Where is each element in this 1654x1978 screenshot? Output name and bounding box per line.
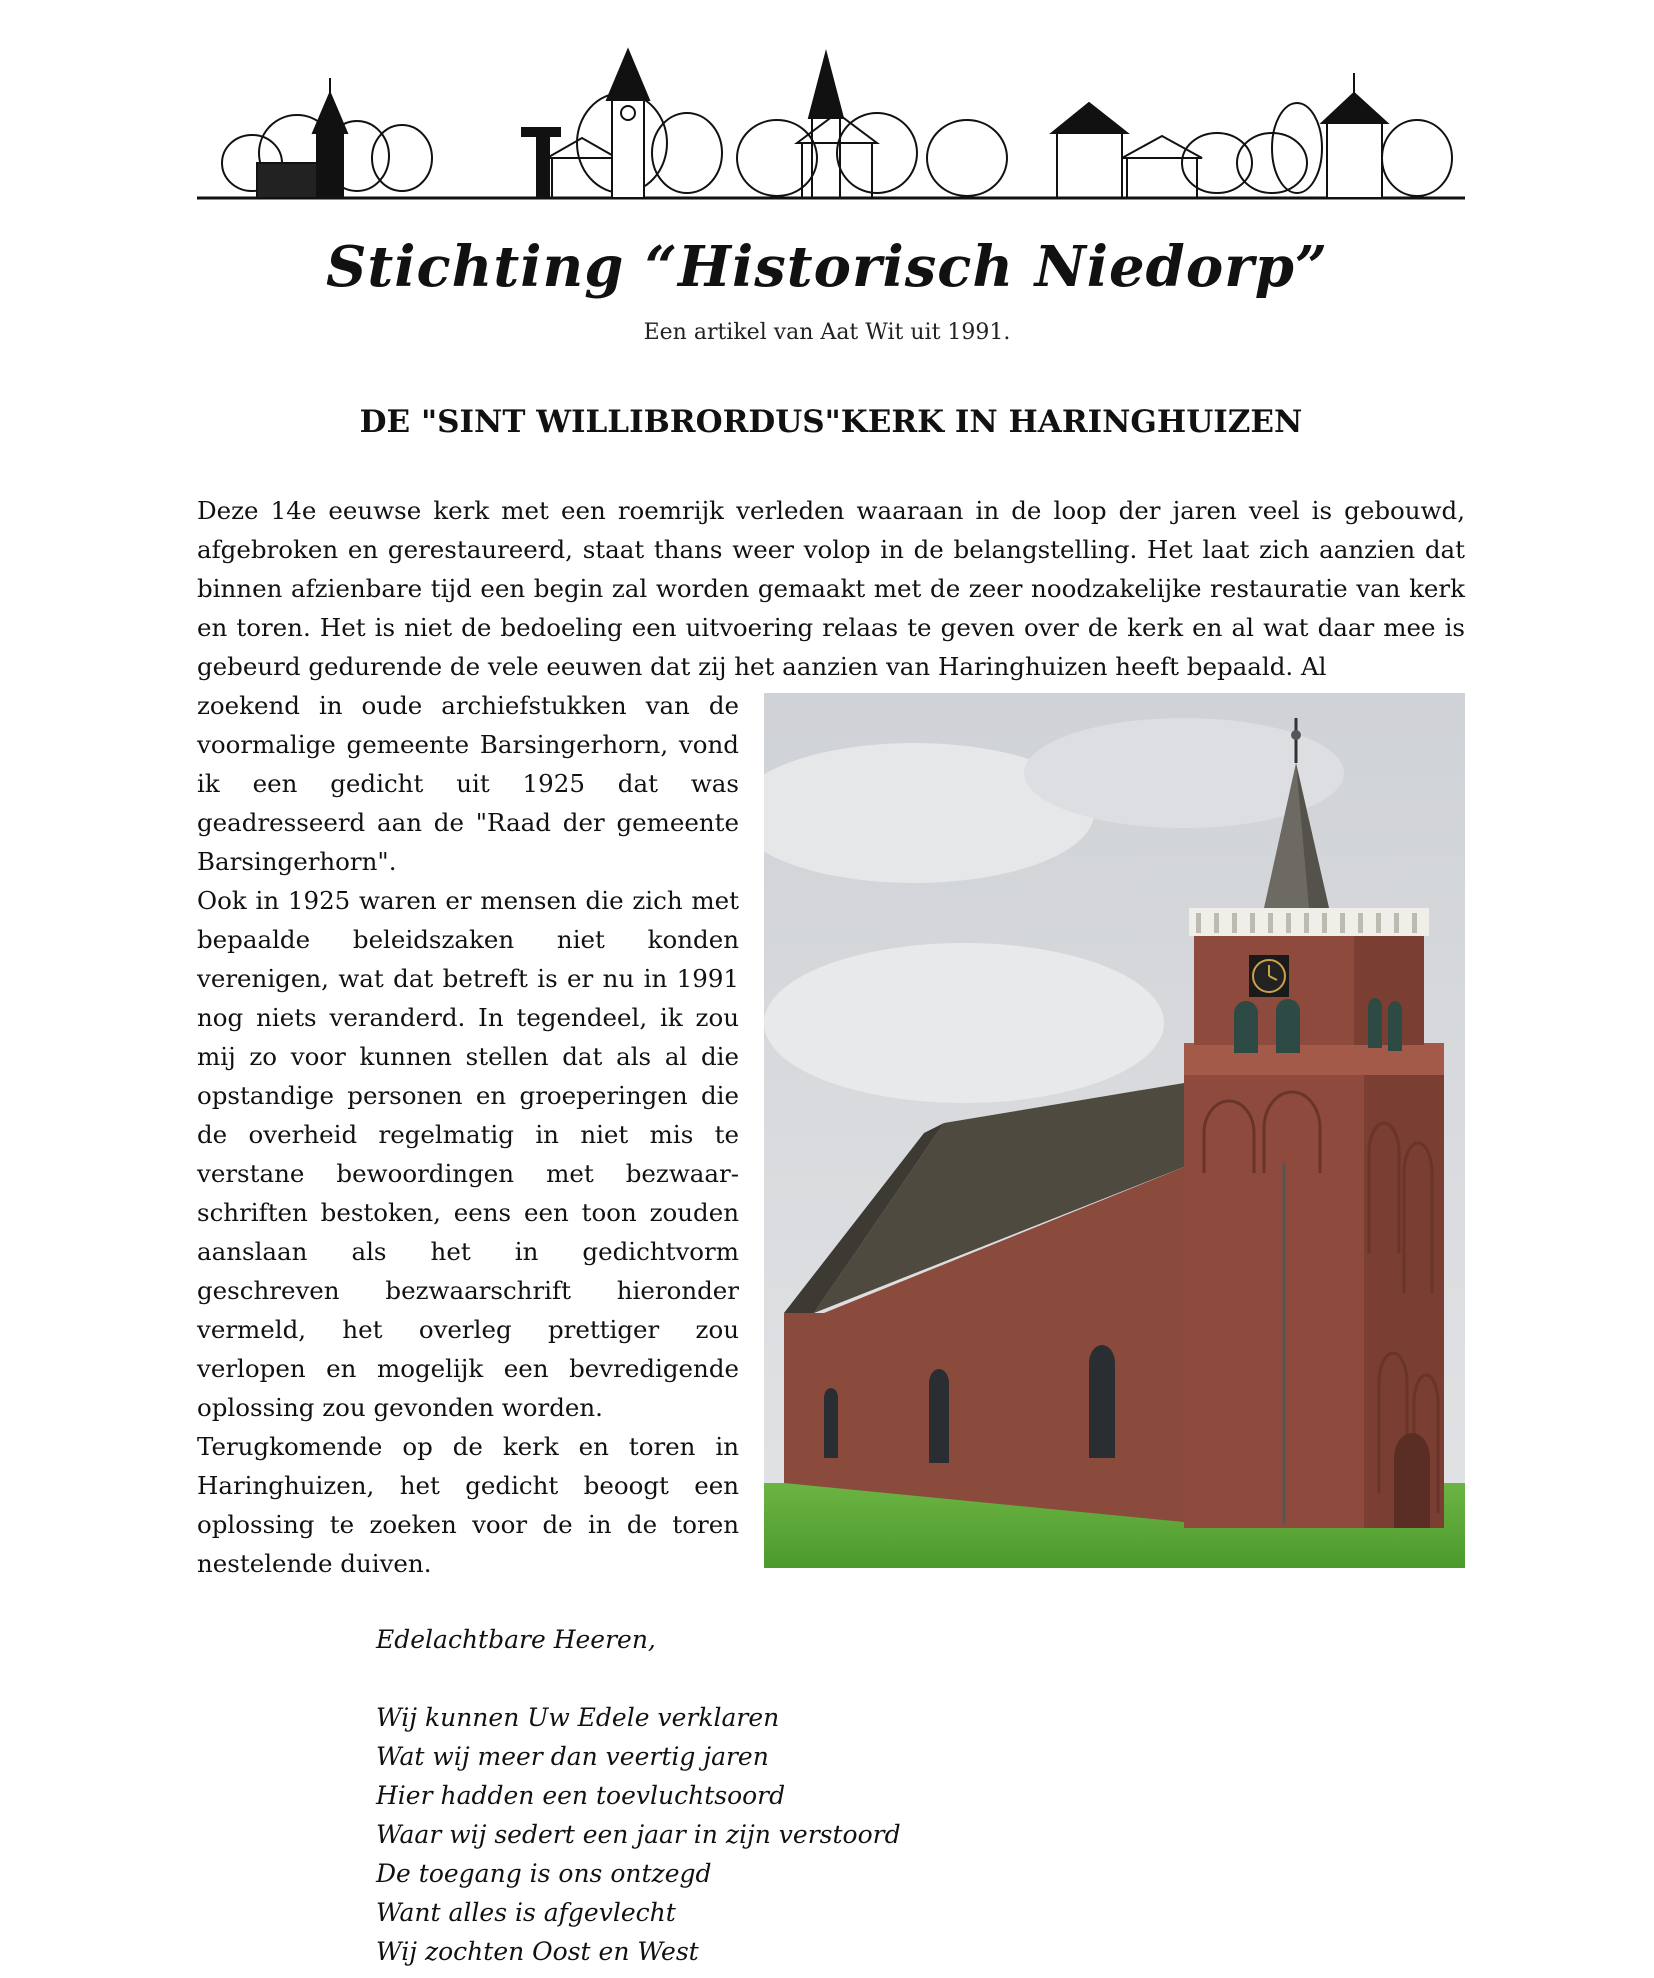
poem (376, 1620, 1276, 1971)
text-column (197, 686, 739, 1583)
poem-line: Wij kunnen Uw Edele verklaren (376, 1703, 780, 1732)
subtitle: Een artikel van Aat Wit uit 1991. (643, 320, 1011, 345)
poem-salutation: Edelachtbare Heeren, (376, 1625, 656, 1654)
paragraph: Terugkomende op de kerk en toren in Haringhuizen, het gedicht beoogt een oplossing te zoeken voor de in de toren nestelende duiven. (197, 1432, 739, 1578)
poem-line: Wat wij meer dan veertig jaren (376, 1742, 769, 1771)
paragraph: zoekend in oude archiefstukken van de voormalige gemeente Barsingerhorn, vond ik een gedicht uit 1925 dat was geadresseerd aan de "Raad der gemeente Barsingerhorn". (197, 691, 739, 876)
paragraph: Ook in 1925 waren er mensen die zich met bepaalde beleidszaken niet konden verenigen, wat dat betreft is er nu in 1991 nog niets veranderd. In tegendeel, ik zou mij zo voor kunnen stellen dat als al die opstandige personen en groeperingen die de overheid regelmatig in niet mis te verstane bewoordingen met bezwaar-schriften bestoken, eens een toon zouden aanslaan als het in gedichtvorm geschreven bezwaarschrift hieronder vermeld, het overleg prettiger zou verlopen en mogelijk een bevredigende oplossing zou gevonden worden. (197, 886, 739, 1422)
poem-blank-line (376, 1659, 1276, 1698)
article-title: DE "SINT WILLIBRORDUS"KERK IN HARINGHUIZEN (359, 404, 1303, 440)
poem-line: Want alles is afgevlecht (376, 1898, 676, 1927)
village-skyline-drawing (197, 38, 1465, 214)
org-title: Stichting “Historisch Niedorp” (325, 234, 1329, 300)
poem-line: Waar wij sedert een jaar in zijn verstoord (376, 1820, 901, 1849)
intro-paragraph: Deze 14e eeuwse kerk met een roemrijk verleden waaraan in de loop der jaren veel is gebouwd, afgebroken en gerestaureerd, staat thans weer volop in de belangstelling. Het laat zich aanzien dat binnen afzienbare tijd een begin zal worden gemaakt met de zeer noodzakelijke restauratie van kerk en toren. Het is niet de bedoeling een uitvoering relaas te geven over de kerk en al wat daar mee is gebeurd gedurende de vele eeuwen dat zij het aanzien van Haringhuizen heeft bepaald. Al (197, 496, 1465, 681)
poem-line: Hier hadden een toevluchtsoord (376, 1781, 786, 1810)
poem-line: Wij zochten Oost en West (376, 1937, 699, 1966)
poem-line: De toegang is ons ontzegd (376, 1859, 712, 1888)
church-photo (764, 693, 1465, 1568)
